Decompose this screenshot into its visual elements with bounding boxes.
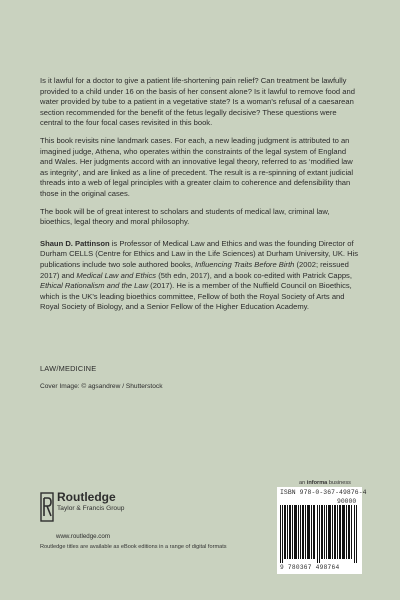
blurb-paragraph-summary: This book revisits nine landmark cases. For each, a new leading judgment is attributed to an imagined judge, Athena, who operates within the constraints of the legal system of England and Wales. Her judgments accord with an innovative legal theory, referred to as ‘modified law as integrity’, and are linked as a line of precedent. The result is a re-spinning of extant judicial threads into a web of legal principles with a greater claim to coherence and defensibility than those in the original cases. (40, 135, 354, 198)
blurb-paragraph-audience: The book will be of great interest to scholars and students of medical law, criminal law, bioethics, legal theory and moral philosophy. (40, 206, 330, 227)
price-code: 90000 (337, 498, 357, 505)
book-title-1: Influencing Traits Before Birth (194, 259, 295, 269)
author-name: Shaun D. Pattinson (40, 238, 110, 248)
isbn-barcode (277, 487, 367, 574)
book-title-3: Ethical Rationalism and the Law (40, 281, 149, 291)
publisher-name: Routledge (57, 490, 116, 504)
cover-image-credit: Cover Image: © agsandrew / Shutterstock (40, 383, 163, 390)
subject-category: LAW/MEDICINE (40, 364, 97, 373)
isbn-number: ISBN 978-0-367-49876-4 (280, 489, 367, 496)
informa-brand: informa (306, 480, 328, 486)
barcode-digits: 9 780367 498764 (280, 564, 340, 571)
ebook-note: Routledge titles are available as eBook editions in a range of digital formats (40, 544, 227, 550)
book-title-2: Medical Law and Ethics (76, 270, 157, 280)
blurb-text (40, 76, 360, 320)
blurb-paragraph-questions: Is it lawful for a doctor to give a patient life-shortening pain relief? Can treatment be lawfully provided to a child under 16 on the basis of her consent alone? Is it lawful to remove food and water provided by tube to a patient in a vegetative state? Is a woman's refusal of a caesarean section recommended for the benefit of the fetus legally decisive? These questions were central to the four focal cases revisited in this book. (40, 76, 355, 128)
publisher-subtitle: Taylor & Francis Group (57, 505, 125, 512)
routledge-logo-icon (40, 492, 54, 522)
barcode-bars (280, 505, 359, 563)
publisher-website: www.routledge.com (56, 533, 110, 540)
author-bio: Shaun D. Pattinson is Professor of Medical Law and Ethics and was the founding Director of Durham CELLS (Centre for Ethics and Law in the Life Sciences) at Durham University, UK. His publications include two sole authored books, Influencing Traits Before Birth (2002; reissued 2017) and Medical Law and Ethics (5th edn, 2017), and a book co-edited with Patrick Capps, Ethical Rationalism and the Law (2017). He is a member of the Nuffield Council on Bioethics, which is the UK's leading bioethics committee, Fellow of both the Royal Society of Arts and Royal Society of Biology, and a Senior Fellow of the Higher Education Academy. (40, 238, 359, 312)
informa-business-note: an informa business (299, 480, 351, 486)
